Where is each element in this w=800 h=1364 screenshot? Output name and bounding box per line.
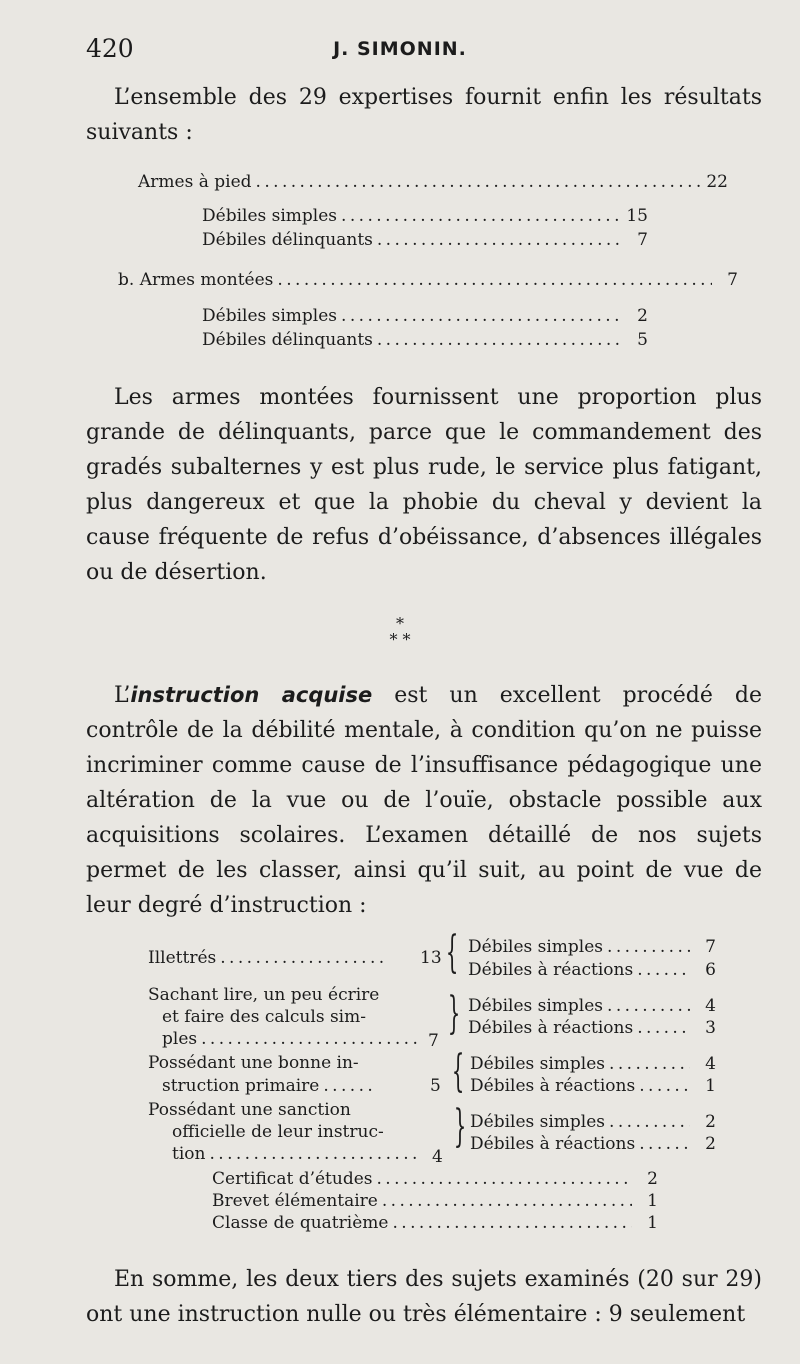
summary-pied-simples [202, 206, 648, 226]
item-value: 2 [647, 1169, 658, 1189]
item-label: Brevet élémentaire [212, 1191, 378, 1211]
row-count: 13 [420, 948, 442, 968]
page-header [0, 34, 800, 74]
brace-icon: } [447, 988, 461, 1039]
summary-value: 5 [637, 330, 648, 350]
row-reactions [468, 1018, 716, 1038]
item-value: 4 [705, 1054, 716, 1074]
row-simples [470, 1112, 716, 1132]
intro-paragraph: L’ensemble des 29 expertises fournit enfin les résultats suivants : [86, 85, 762, 145]
summary-pied-delinquants [202, 230, 648, 250]
brace-icon: { [445, 927, 459, 978]
item-value: 1 [647, 1213, 658, 1233]
item-value: 7 [705, 937, 716, 957]
section-separator [0, 616, 800, 648]
paragraph-rest: est un excellent procédé de contrôle de la débilité mentale, à condition qu’on ne puisse incriminer comme cause de l’insuffisance pédagogique une altération de la vue ou de l’ouïe, obstacle possible aux acquisitions scolaires. L’examen détaillé de nos sujets permet de les classer, ainsi qu’il suit, au point de vue de leur degré d’instruction : [86, 683, 762, 918]
item-label: Certificat d’études [212, 1169, 373, 1189]
row-count: 4 [432, 1147, 443, 1167]
item-value: 2 [705, 1112, 716, 1132]
row-label [162, 1076, 380, 1096]
item-label: Débiles simples [468, 996, 604, 1016]
diploma-quatrieme [212, 1213, 658, 1233]
row-label [148, 948, 392, 968]
row-label-text: Illettrés [148, 948, 217, 968]
row-reactions [470, 1134, 716, 1154]
row-label-text: tion [172, 1144, 206, 1164]
paragraph-conclusion: En somme, les deux tiers des sujets examinés (20 sur 29) ont une instruction nulle ou très élémentaire : 9 seulement [86, 1267, 762, 1327]
row-label-text: ples [162, 1029, 198, 1049]
summary-value: 7 [637, 230, 648, 250]
row-count: 5 [430, 1076, 441, 1096]
diploma-brevet [212, 1191, 658, 1211]
item-value: 3 [705, 1018, 716, 1038]
row-label-line: Possédant une bonne in- [148, 1053, 359, 1073]
summary-label: Débiles simples [202, 306, 338, 326]
row-simples [468, 996, 716, 1016]
item-label: Débiles simples [468, 937, 604, 957]
row-label-text: struction primaire [162, 1076, 320, 1096]
row-simples [468, 937, 716, 957]
summary-montees-simples [202, 306, 648, 326]
summary-value: 7 [727, 270, 738, 290]
paragraph-lead: L’ [114, 683, 131, 708]
row-reactions [470, 1076, 716, 1096]
row-label-line: Sachant lire, un peu écrire [148, 985, 380, 1005]
item-label: Débiles simples [470, 1054, 606, 1074]
summary-value: 15 [626, 206, 648, 226]
row-reactions [468, 960, 716, 980]
summary-montees-delinquants [202, 330, 648, 350]
row-simples [470, 1054, 716, 1074]
item-label: Débiles à réactions [470, 1076, 636, 1096]
summary-value: 22 [706, 172, 728, 192]
summary-label: Débiles simples [202, 206, 338, 226]
item-label: Débiles à réactions [468, 1018, 634, 1038]
separator-top: * [396, 614, 404, 633]
row-label-line: et faire des calculs sim- [162, 1007, 366, 1027]
item-label: Débiles à réactions [468, 960, 634, 980]
item-label: Débiles à réactions [470, 1134, 636, 1154]
summary-value: 2 [637, 306, 648, 326]
item-value: 6 [705, 960, 716, 980]
item-value: 1 [705, 1076, 716, 1096]
summary-label: Armes à pied [138, 172, 252, 192]
summary-armes-pied [138, 172, 728, 192]
paragraph-armes-montees: Les armes montées fournissent une proportion plus grande de délinquants, parce que le commandement des gradés subalternes y est plus rude, le service plus fatigant, plus dangereux et que la phobie du cheval y devient la cause fréquente de refus d’obéissance, d’absences illégales ou de désertion. [86, 385, 762, 585]
item-label: Classe de quatrième [212, 1213, 389, 1233]
paragraph-instruction [86, 678, 762, 923]
brace-icon: { [451, 1046, 465, 1097]
item-value: 2 [705, 1134, 716, 1154]
row-label-line: Possédant une sanction [148, 1100, 351, 1120]
item-value: 4 [705, 996, 716, 1016]
summary-label: Débiles délinquants [202, 330, 373, 350]
item-label: Débiles simples [470, 1112, 606, 1132]
row-count: 7 [428, 1031, 439, 1051]
item-value: 1 [647, 1191, 658, 1211]
emphasis-instruction-acquise: instruction acquise [130, 683, 373, 707]
summary-armes-montees [118, 270, 738, 290]
brace-icon: } [453, 1101, 467, 1152]
row-label [172, 1144, 424, 1164]
diploma-certificat [212, 1169, 658, 1189]
running-head: J. SIMONIN. [333, 38, 467, 60]
page-number: 420 [86, 34, 134, 63]
row-label [162, 1029, 422, 1049]
row-label-line: officielle de leur instruc- [172, 1122, 384, 1142]
summary-label: b. Armes montées [118, 270, 274, 290]
separator-bottom: * * [389, 630, 411, 649]
summary-label: Débiles délinquants [202, 230, 373, 250]
